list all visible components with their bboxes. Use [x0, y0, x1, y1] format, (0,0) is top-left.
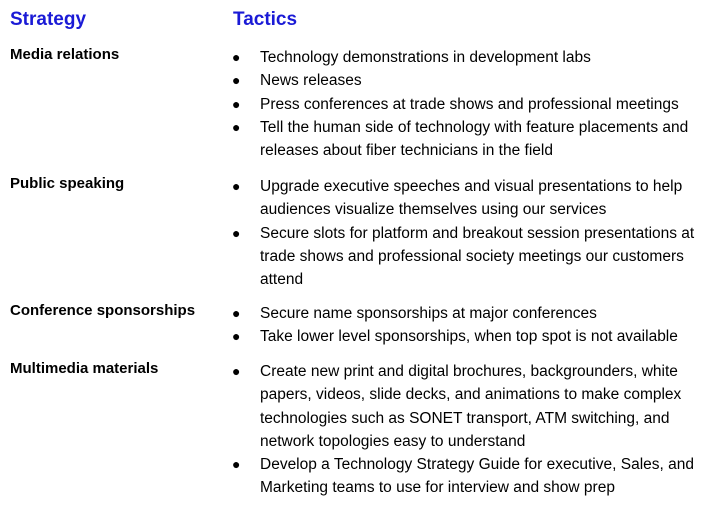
tactics-list: [232, 360, 702, 500]
tactic-item: ● Tell the human side of technology with feature placements and releases about fiber technicians in the field: [232, 116, 702, 163]
bullet-icon: ●: [232, 456, 241, 473]
tactic-item: ● Create new print and digital brochures, backgrounders, white papers, videos, slide decks, and animations to make complex technologies such as SONET transport, ATM switching, and network topologies easy to understand: [232, 360, 702, 453]
strategy-header: Strategy: [10, 9, 87, 30]
tactic-item: ● Take lower level sponsorships, when top spot is not available: [232, 325, 702, 348]
bullet-icon: ●: [232, 363, 241, 379]
bullet-icon: ●: [232, 305, 241, 321]
strategy-label: Public speaking: [10, 175, 125, 192]
tactics-list: [232, 175, 702, 291]
tactics-header: Tactics: [233, 9, 298, 30]
tactics-list: [232, 46, 702, 162]
tactic-item: ● News releases: [232, 69, 702, 92]
tactic-item: ● Develop a Technology Strategy Guide for executive, Sales, and Marketing teams to use for interview and show prep: [232, 453, 702, 500]
bullet-icon: ●: [232, 224, 241, 241]
tactic-item: ● Technology demonstrations in development labs: [232, 46, 702, 69]
bullet-icon: ●: [232, 118, 241, 135]
bullet-icon: ●: [232, 72, 241, 89]
bullet-icon: ●: [232, 49, 241, 65]
tactic-item: ● Secure name sponsorships at major conferences: [232, 302, 702, 325]
tactics-list: [232, 302, 702, 349]
tactic-item: ● Press conferences at trade shows and professional meetings: [232, 93, 702, 116]
tactic-item: ● Secure slots for platform and breakout session presentations at trade shows and professional society meetings our customers attend: [232, 222, 702, 292]
strategy-label: Conference sponsorships: [10, 302, 196, 319]
bullet-icon: ●: [232, 328, 241, 345]
bullet-icon: ●: [232, 178, 241, 194]
strategy-label: Media relations: [10, 46, 120, 63]
bullet-icon: ●: [232, 95, 241, 112]
strategy-label: Multimedia materials: [10, 360, 159, 377]
tactic-item: ● Upgrade executive speeches and visual presentations to help audiences visualize themselves using our services: [232, 175, 702, 222]
